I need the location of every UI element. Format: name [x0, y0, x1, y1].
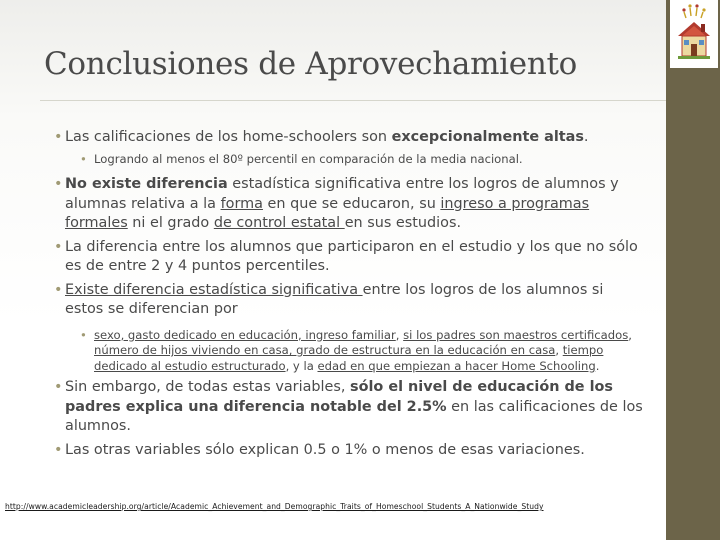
bullet-icon: •: [54, 176, 63, 192]
bullet-text-segment: Logrando al menos el 80º percentil en comparación de la media nacional.: [94, 151, 523, 166]
bullet-item: [52, 238, 644, 277]
bullet-text-segment: ni el grado: [127, 215, 214, 231]
bullet-text-segment: edad en que empiezan a hacer Home Schooling: [317, 358, 596, 373]
bullet-text-segment: sólo el nivel de educación de los padres explica una diferencia notable del 2.5%: [65, 379, 613, 415]
bullet-text-segment: entre los logros de los alumnos si estos se diferencian por: [65, 281, 604, 317]
bullet-text-segment: forma: [220, 195, 263, 212]
bullet-item: [52, 378, 644, 437]
bullet-text-segment: Las otras variables sólo explican 0.5 o 1% o menos de esas variaciones.: [65, 441, 585, 458]
bullet-icon: •: [54, 129, 63, 145]
bullet-item: [52, 441, 644, 461]
bullet-icon: •: [80, 327, 87, 342]
bullet-text-segment: número de hijos viviendo en casa, grado de estructura en la educación en casa: [94, 343, 556, 357]
bullet-text-segment: sexo, gasto dedicado en educación, ingreso familiar: [94, 327, 396, 342]
bullet-text-segment: en sus estudios.: [344, 215, 462, 231]
sub-bullet-item: [52, 328, 644, 375]
bullet-text-segment: excepcionalmente altas: [391, 129, 584, 145]
bullet-item: [52, 128, 644, 148]
bullet-text-segment: en las calificaciones de los alumnos.: [65, 398, 643, 434]
bullet-text-segment: ingreso a programas formales: [65, 195, 590, 231]
bullet-spacer: [52, 167, 644, 175]
bullet-item: [52, 175, 644, 234]
bullet-text-segment: No existe diferencia: [65, 176, 228, 192]
bullet-icon: •: [80, 151, 87, 166]
bullet-text-segment: estadística significativa entre los logros de alumnos y alumnas relativa a la: [65, 176, 619, 212]
bullet-text-segment: Las calificaciones de los home-schoolers son: [65, 129, 392, 145]
right-sidebar-band: [666, 0, 720, 540]
bullet-item: [52, 281, 644, 320]
bullet-text-segment: ,: [628, 327, 632, 342]
bullet-text-segment: tiempo dedicado al estudio estructurado: [94, 343, 604, 373]
bullet-icon: •: [54, 238, 63, 255]
bullet-icon: •: [54, 441, 63, 458]
bullet-text-segment: en que se educaron, su: [262, 195, 441, 212]
bullet-text-segment: Sin embargo, de todas estas variables,: [65, 379, 351, 395]
bullet-text-segment: .: [583, 129, 589, 145]
bullet-text-segment: .: [595, 358, 600, 373]
bullet-text-segment: ,: [395, 327, 404, 342]
title-divider: [40, 100, 666, 101]
source-link[interactable]: http://www.academicleadership.org/article/Academic_Achievement_and_Demographic_Traits_of_Homeschool_Students_A_Nationwide_Study: [5, 502, 544, 511]
bullet-icon: •: [54, 379, 63, 395]
bullet-icon: •: [54, 281, 63, 298]
slide-title: Conclusiones de Aprovechamiento: [44, 46, 578, 82]
house-logo-icon: [670, 0, 718, 68]
bullet-text-segment: La diferencia entre los alumnos que participaron en el estudio y los que no sólo es de entre 2 y 4 puntos percentiles.: [65, 238, 638, 274]
bullet-list: [52, 128, 644, 460]
bullet-spacer: [52, 320, 644, 328]
bullet-text-segment: , y la: [285, 358, 318, 373]
bullet-text-segment: de control estatal: [213, 215, 345, 231]
sub-bullet-item: [52, 152, 644, 168]
bullet-text-segment: si los padres son maestros certificados: [403, 327, 629, 342]
bullet-text-segment: ,: [555, 343, 563, 357]
bullet-text-segment: Existe diferencia estadística significativa: [65, 281, 363, 298]
